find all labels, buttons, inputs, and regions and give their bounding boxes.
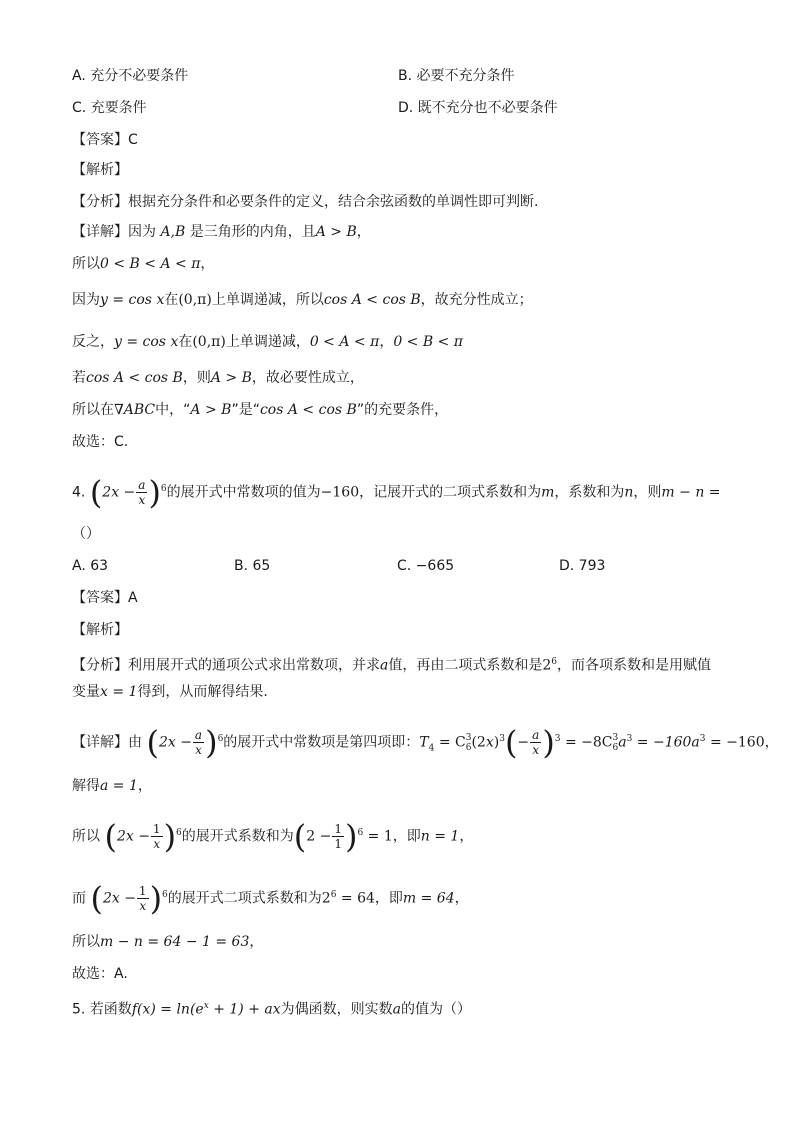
math: = 1 [363, 828, 393, 845]
math: cos A < cos B [323, 292, 421, 308]
q3-answer: 【答案】C [72, 132, 138, 148]
binomial-expression: (2x − $\frac{a}{x}$ )$^6$ [89, 473, 167, 512]
text: 若 [72, 370, 86, 386]
text: ， [356, 224, 371, 240]
math: A > B [190, 402, 232, 418]
q3-option-b: B. 必要不充分条件 [398, 68, 515, 84]
text: ，则 [633, 484, 662, 501]
math: 0 < B < π [393, 334, 463, 350]
math: cos A < cos B [86, 370, 183, 386]
math: y = cos x [100, 292, 165, 308]
binomial-expression: (2x − $\frac{1}{x}$ )$^6$ [104, 817, 182, 856]
math: cos A < cos B [259, 402, 357, 418]
q3-fenxi: 【分析】根据充分条件和必要条件的定义，结合余弦函数的单调性即可判断. [72, 194, 539, 210]
text: 上单调递减，所以 [211, 292, 324, 308]
math: = −160 [705, 734, 765, 751]
text: ，即 [392, 828, 421, 845]
math: 0 < B < A < π [100, 256, 201, 272]
text: ，故充分性成立； [420, 292, 533, 308]
math: (0,π) [192, 334, 226, 350]
text: 所以 [72, 828, 100, 845]
math: m − n = [661, 484, 721, 501]
math-sup: 6 [551, 657, 558, 667]
math: = −160a [632, 734, 700, 751]
math: A,B [156, 224, 190, 240]
q3-option-c: C. 充要条件 [72, 100, 147, 116]
math: 0 < A < π [309, 334, 380, 350]
q3-detail-line-4 [72, 332, 463, 352]
text: ， [459, 828, 474, 845]
math: A > B [315, 224, 357, 240]
q4-choice: 故选：A. [72, 966, 128, 982]
math: A > B [210, 370, 252, 386]
q4-fenxi-line-1 [72, 652, 711, 676]
math: m = 64 [402, 890, 455, 907]
text: 为偶函数，则实数 [280, 1001, 393, 1018]
text: 在 [164, 292, 179, 308]
evaluated-expression: (2 − $\frac{1}{1}$ )$^6$ [293, 817, 364, 856]
q3-option-a: A. 充分不必要条件 [72, 68, 189, 84]
q4-answer: 【答案】A [72, 590, 138, 606]
text: ，则 [182, 370, 211, 386]
text: 得到，从而解得结果. [137, 684, 268, 700]
text: ，系数和为 [554, 484, 625, 501]
text: ，故必要性成立， [251, 370, 364, 386]
text: ，即 [374, 890, 403, 907]
q3-detail-line-2 [72, 254, 214, 274]
text: ， [137, 778, 152, 794]
math: m − n = 64 − 1 = 63 [100, 934, 250, 950]
math: y = cos x [114, 334, 179, 350]
text: 【分析】利用展开式的通项公式求出常数项，并求 [72, 657, 380, 674]
text: ”的充要条件， [356, 402, 449, 418]
math: a = 1 [100, 778, 138, 794]
q4-solve [72, 776, 152, 796]
text: 的展开式系数和为 [181, 828, 294, 845]
q3-detail-line-1 [72, 222, 371, 242]
text: ， [764, 734, 779, 751]
math: −160 [320, 484, 360, 501]
text: 中，“ [155, 402, 191, 418]
q4-detail-line-1: 【详解】由 (2x − $\frac{a}{x}$ )$^6$的展开式中常数项是第四项即：$T_4 = C$ 3 6 $(2x)^3(-$ $\frac{a}{x}$ )$^3$ = −8C 3 6 $a^3 = -160a^3 = -160$， [72, 723, 779, 762]
math: f(x) = ln(e [131, 1001, 204, 1018]
math: n = 1 [420, 828, 460, 845]
math: a [380, 657, 389, 674]
q4-stem [72, 473, 721, 512]
text: 所以 [72, 256, 100, 272]
text: 5. 若函数 [72, 1001, 132, 1018]
text: 变量 [72, 684, 100, 700]
q4-result [72, 932, 263, 952]
detail-label: 【详解】由 [72, 734, 142, 751]
math: ∇ABC [114, 402, 156, 418]
q3-detail-line-3 [72, 290, 533, 310]
text: 所以 [72, 934, 100, 950]
text: ， [200, 256, 215, 272]
binomial-expression: (2x − $\frac{a}{x}$ )$^6$ [146, 723, 224, 762]
math: (0,π) [178, 292, 212, 308]
text: 的展开式中常数项是第四项即： [223, 734, 420, 751]
q3-analysis-title: 【解析】 [72, 162, 128, 178]
text: 所以在 [72, 402, 114, 418]
math: + 1) + ax [208, 1001, 281, 1018]
text: 是三角形的内角，且 [189, 224, 316, 240]
text: ，记展开式的二项式系数和为 [359, 484, 542, 501]
q4-option-c: C. −665 [397, 558, 455, 574]
math: n [624, 484, 634, 501]
q4-option-b: B. 65 [234, 558, 271, 574]
combination-script: 3 6 [465, 732, 472, 753]
q4-paren: （） [72, 526, 100, 542]
text: ， [249, 934, 264, 950]
q3-choice: 故选：C. [72, 434, 129, 450]
q5-stem [72, 996, 471, 1020]
q4-sum-line [72, 817, 474, 856]
text: 在 [178, 334, 193, 350]
text: ”是“ [231, 402, 260, 418]
q4-binom-sum-line [72, 879, 469, 918]
q3-detail-line-6 [72, 400, 448, 420]
q3-option-d: D. 既不充分也不必要条件 [398, 100, 558, 116]
q4-option-d: D. 793 [559, 558, 606, 574]
text: 因为 [72, 292, 100, 308]
q3-detail-line-5 [72, 368, 364, 388]
math: = C [434, 734, 466, 751]
math: 2 [321, 890, 331, 907]
math: x = 1 [100, 684, 138, 700]
detail-label: 【详解】因为 [72, 224, 156, 240]
text: 值，再由二项式系数和是 [388, 657, 543, 674]
math: = −8C [560, 734, 613, 751]
text: 上单调递减， [225, 334, 310, 350]
question-number: 4. [72, 484, 86, 501]
math-sup: x [203, 1001, 209, 1011]
q4-option-a: A. 63 [72, 558, 109, 574]
binomial-expression: (2x − $\frac{1}{x}$ )$^6$ [90, 879, 168, 918]
text: 解得 [72, 778, 100, 794]
math: 2 [542, 657, 552, 674]
math: a [392, 1001, 401, 1018]
text: 而 [72, 890, 86, 907]
math: T [419, 734, 429, 751]
text: 的值为（） [401, 1001, 471, 1018]
q4-fenxi-line-2 [72, 682, 268, 702]
math: = 64 [336, 890, 375, 907]
q4-analysis-title: 【解析】 [72, 622, 128, 638]
math: m [541, 484, 555, 501]
text: ，而各项系数和是用赋值 [557, 657, 712, 674]
text: 的展开式二项式系数和为 [167, 890, 322, 907]
math-sup: 6 [330, 889, 337, 900]
math-sub: 4 [428, 743, 435, 754]
text: ， [454, 890, 469, 907]
text: 的展开式中常数项的值为 [166, 484, 321, 501]
math: a [618, 734, 627, 751]
text: ， [379, 334, 394, 350]
text: 反之， [72, 334, 114, 350]
